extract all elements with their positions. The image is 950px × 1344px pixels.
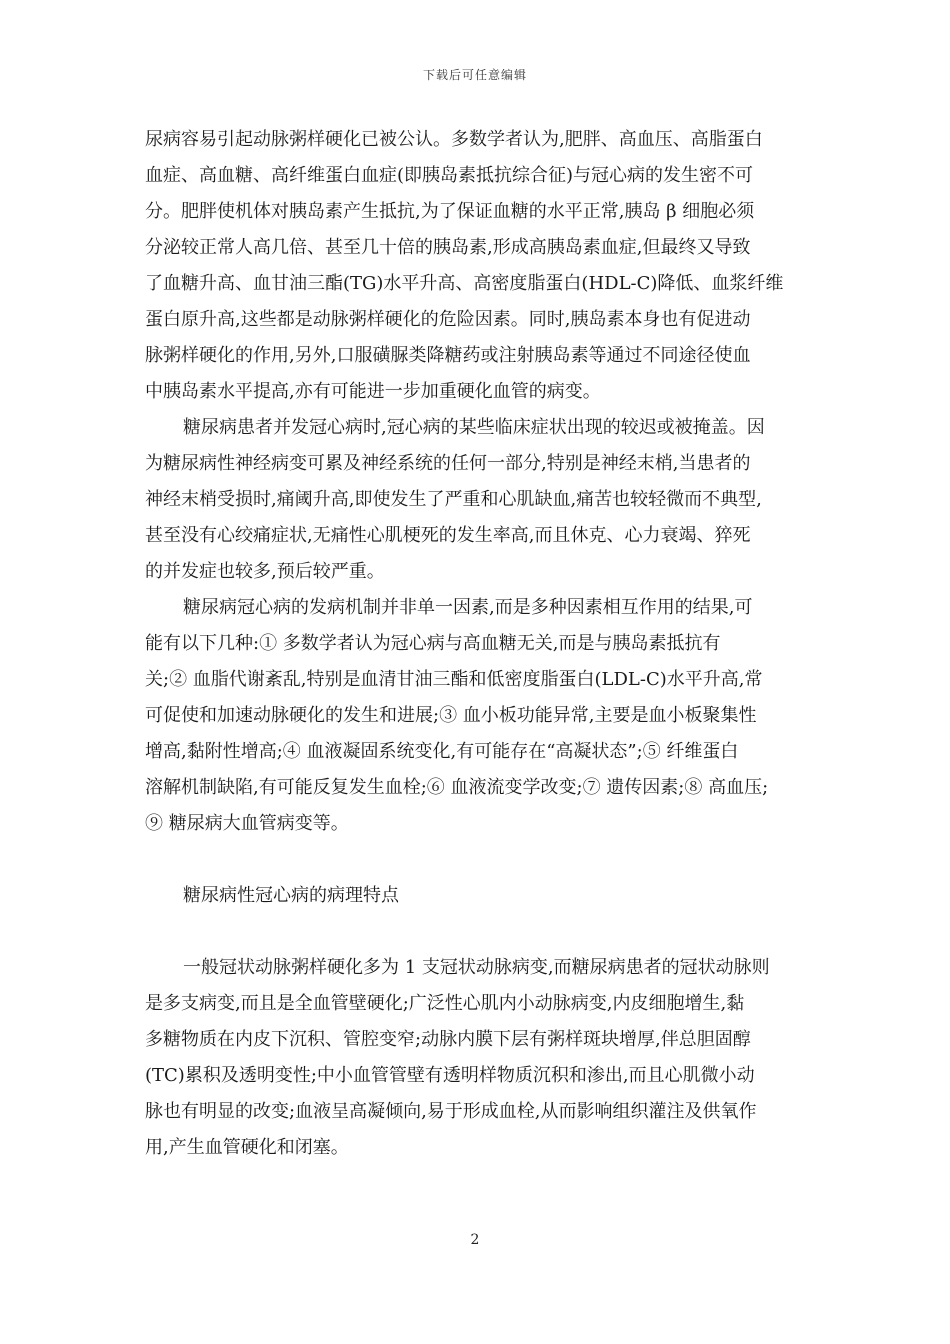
text-line: 脉粥样硬化的作用,另外,口服磺脲类降糖药或注射胰岛素等通过不同途径使血 bbox=[145, 345, 751, 366]
text-line: 关;② 血脂代谢紊乱,特别是血清甘油三酯和低密度脂蛋白(LDL-C)水平升高,常 bbox=[145, 669, 763, 690]
text-line: 用,产生血管硬化和闭塞。 bbox=[145, 1137, 349, 1158]
blank-line bbox=[145, 914, 817, 950]
blank-line bbox=[145, 842, 817, 878]
text-line: 是多支病变,而且是全血管壁硬化;广泛性心肌内小动脉病变,内皮细胞增生,黏 bbox=[145, 993, 745, 1014]
text-line: 神经末梢受损时,痛阈升高,即使发生了严重和心肌缺血,痛苦也较轻微而不典型, bbox=[145, 489, 762, 510]
paragraph-2 bbox=[145, 410, 817, 590]
text-line: ⑨ 糖尿病大血管病变等。 bbox=[145, 813, 349, 834]
text-line: 的并发症也较多,预后较严重。 bbox=[145, 561, 385, 582]
text-line: 多糖物质在内皮下沉积、管腔变窄;动脉内膜下层有粥样斑块增厚,伴总胆固醇 bbox=[145, 1029, 751, 1050]
text-line: 糖尿病患者并发冠心病时,冠心病的某些临床症状出现的较迟或被掩盖。因 bbox=[183, 417, 765, 438]
document-body bbox=[145, 122, 817, 1166]
text-line: 蛋白原升高,这些都是动脉粥样硬化的危险因素。同时,胰岛素本身也有促进动 bbox=[145, 309, 751, 330]
text-line: 血症、高血糖、高纤维蛋白血症(即胰岛素抵抗综合征)与冠心病的发生密不可 bbox=[145, 165, 754, 186]
paragraph-1 bbox=[145, 122, 817, 410]
paragraph-4 bbox=[145, 950, 817, 1166]
text-line: (TC)累积及透明变性;中小血管管壁有透明样物质沉积和渗出,而且心肌微小动 bbox=[145, 1065, 755, 1086]
text-line: 脉也有明显的改变;血液呈高凝倾向,易于形成血栓,从而影响组织灌注及供氧作 bbox=[145, 1101, 757, 1122]
text-line: 甚至没有心绞痛症状,无痛性心肌梗死的发生率高,而且休克、心力衰竭、猝死 bbox=[145, 525, 751, 546]
heading-text: 糖尿病性冠心病的病理特点 bbox=[183, 885, 399, 906]
text-line: 糖尿病冠心病的发病机制并非单一因素,而是多种因素相互作用的结果,可 bbox=[183, 597, 753, 618]
text-line: 分泌较正常人高几倍、甚至几十倍的胰岛素,形成高胰岛素血症,但最终又导致 bbox=[145, 237, 751, 258]
text-line: 中胰岛素水平提高,亦有可能进一步加重硬化血管的病变。 bbox=[145, 381, 601, 402]
page-number: 2 bbox=[470, 1232, 480, 1248]
paragraph-3 bbox=[145, 590, 817, 842]
text-line: 能有以下几种:① 多数学者认为冠心病与高血糖无关,而是与胰岛素抵抗有 bbox=[145, 633, 721, 654]
text-line: 尿病容易引起动脉粥样硬化已被公认。多数学者认为,肥胖、高血压、高脂蛋白 bbox=[145, 129, 763, 150]
text-line: 一般冠状动脉粥样硬化多为 1 支冠状动脉病变,而糖尿病患者的冠状动脉则 bbox=[183, 957, 770, 978]
text-line: 了血糖升高、血甘油三酯(TG)水平升高、高密度脂蛋白(HDL-C)降低、血浆纤维 bbox=[145, 273, 784, 294]
text-line: 可促使和加速动脉硬化的发生和进展;③ 血小板功能异常,主要是血小板聚集性 bbox=[145, 705, 757, 726]
text-line: 分。肥胖使机体对胰岛素产生抵抗,为了保证血糖的水平正常,胰岛 β 细胞必须 bbox=[145, 201, 755, 222]
section-heading bbox=[145, 878, 817, 914]
text-line: 增高,黏附性增高;④ 血液凝固系统变化,有可能存在“高凝状态”;⑤ 纤维蛋白 bbox=[145, 741, 739, 762]
text-line: 为糖尿病性神经病变可累及神经系统的任何一部分,特别是神经末梢,当患者的 bbox=[145, 453, 751, 474]
text-line: 溶解机制缺陷,有可能反复发生血栓;⑥ 血液流变学改变;⑦ 遗传因素;⑧ 高血压; bbox=[145, 777, 769, 798]
page-header: 下载后可任意编辑 bbox=[422, 68, 527, 82]
